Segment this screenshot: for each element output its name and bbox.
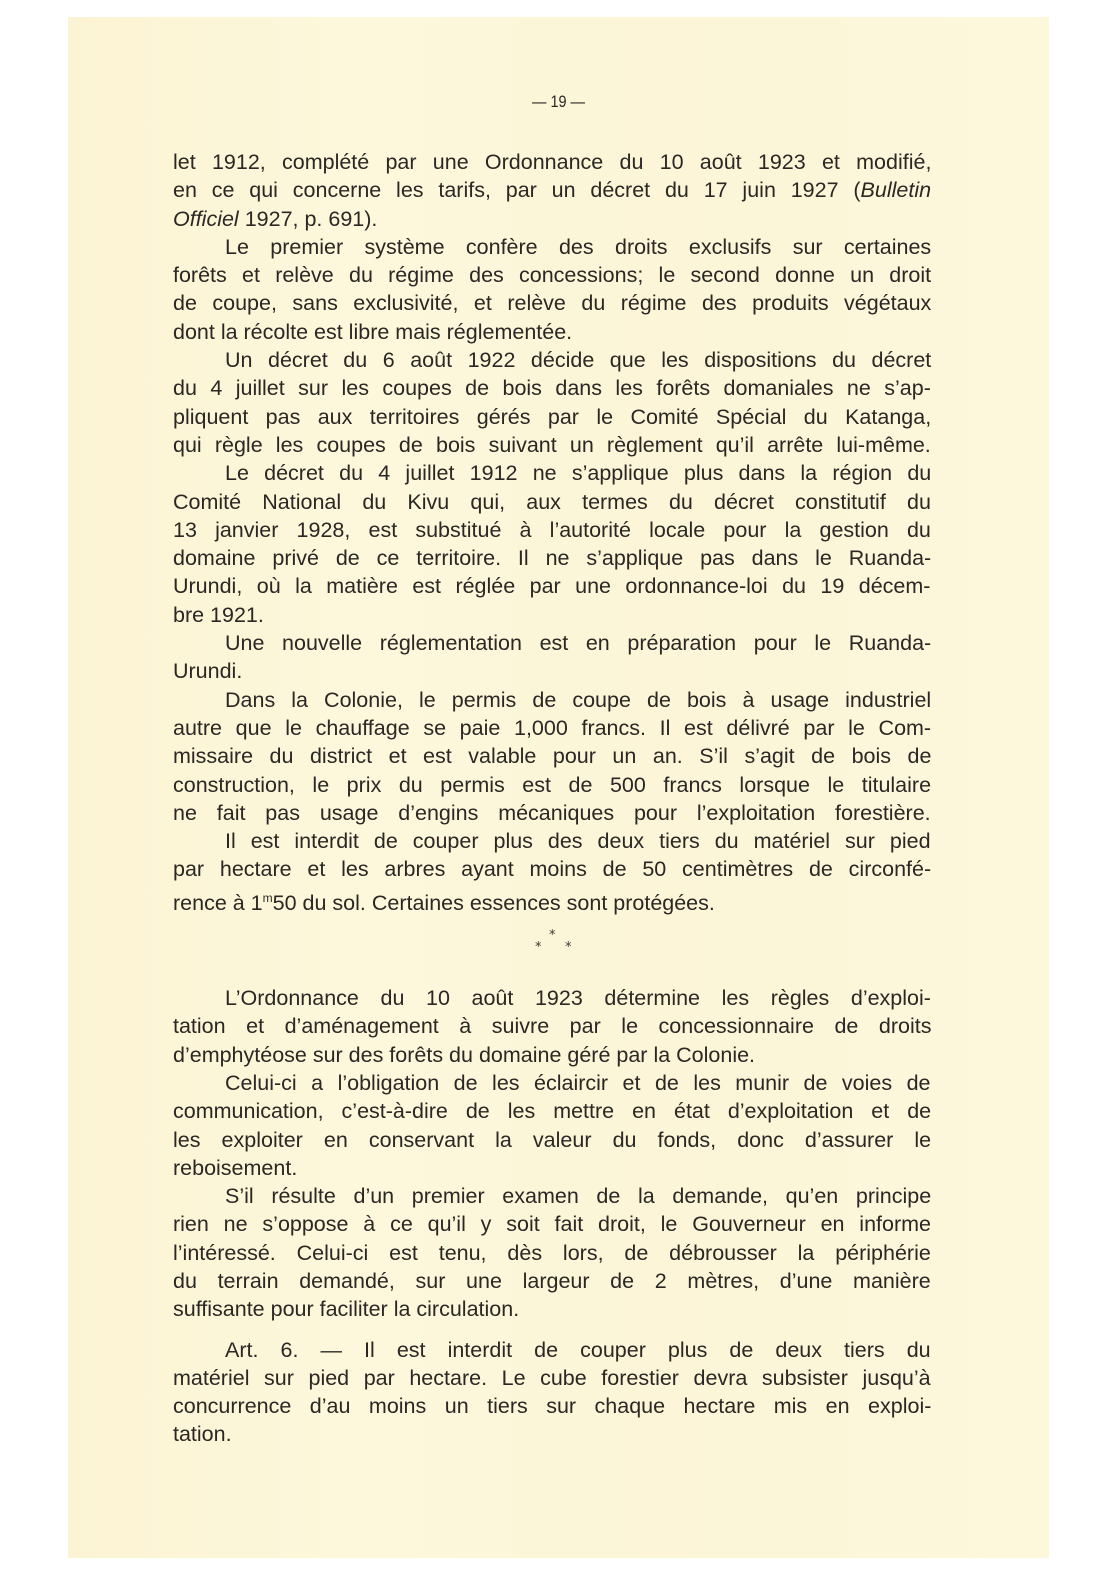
line-fit: missaire du district et est valable pour un an. S’il s’agit de bois de [173,744,932,769]
text-line [173,516,931,544]
text-line [173,771,931,799]
text-line [173,431,931,459]
text-line [173,601,931,629]
text-line [173,346,931,374]
section-break [173,912,931,984]
paragraph [173,827,932,915]
paragraph-continuation [173,148,931,233]
body-text [173,148,931,1449]
text-line [173,1267,931,1295]
line-fit: Art. 6. — Il est interdit de couper plus de deux tiers du [225,1337,931,1362]
line-fit: matériel sur pied par hectare. Le cube forestier devra subsister jusqu’à [173,1365,931,1390]
text-line [173,1126,931,1154]
paragraph [173,984,931,1069]
line-fit: les exploiter en conservant la valeur du fonds, donc d’assurer le [173,1127,932,1152]
line-fit: forêts et relève du régime des concessions; le second donne un droit [173,263,932,288]
italic-citation: Bulletin [860,178,932,203]
line-fit: suffisante pour faciliter la circulation. [173,1297,520,1322]
text-line [173,984,931,1012]
paragraph [173,686,931,827]
line-fit: autre que le chauffage se paie 1,000 francs. Il est délivré par le Com- [173,715,932,740]
line-fit: Le premier système confère des droits exclusifs sur certaines [225,234,932,259]
text-line [173,1210,931,1238]
line-fit: Urundi, où la matière est réglée par une ordonnance-loi du 19 décem- [173,574,931,599]
asterisk-icon: * [565,940,572,956]
line-fit: ne fait pas usage d’engins mécaniques pour l’exploitation forestière. [173,800,931,825]
paragraph [173,629,931,686]
line-fit: Urundi. [173,659,243,684]
line-fit: l’intéressé. Celui-ci est tenu, dès lors, de débrousser la périphérie [173,1240,931,1265]
superscript-unit: m [262,890,273,905]
line-fit: let 1912, complété par une Ordonnance du 10 août 1923 et modifié, [173,150,932,174]
line-fit: tation et d’aménagement à suivre par le concessionnaire de droits [173,1014,932,1039]
paragraph [173,346,931,459]
text-fragment: 50 du sol. Certaines essences sont protégées. [272,890,715,915]
line-fit: concurrence d’au moins un tiers sur chaque hectare mis en exploi- [173,1394,932,1419]
line-fit: construction, le prix du permis est de 500 francs lorsque le titulaire [173,772,932,797]
line-fit [173,176,931,204]
line-fit: S’il résulte d’un premier examen de la demande, qu’en principe [225,1184,932,1209]
line-fit: d’emphytéose sur des forêts du domaine géré par la Colonie. [173,1042,756,1067]
line-fit: tation. [173,1422,232,1447]
line-fit: dont la récolte est libre mais réglementée. [173,319,573,344]
asterisk-icon: * [549,928,556,944]
page-number: — 19 — [531,92,585,111]
text-line [173,1097,931,1125]
text-line [173,261,931,289]
line-fit: Le décret du 4 juillet 1912 ne s’applique plus dans la région du [225,461,932,486]
line-fit: pliquent pas aux territoires gérés par le Comité Spécial du Katanga, [173,404,932,429]
text-line [173,205,931,233]
text-line [173,884,931,915]
line-fit: Dans la Colonie, le permis de coupe de bois à usage industriel [225,687,932,712]
text-line [173,742,931,770]
text-line [173,488,931,516]
line-fit: bre 1921. [173,602,264,627]
text-fragment: en ce qui concerne les tarifs, par un décret du 17 juin 1927 ( [173,178,861,203]
line-fit: du terrain demandé, sur une largeur de 2 mètres, d’une manière [173,1268,931,1293]
text-line [173,459,931,487]
paragraph [173,233,931,346]
text-fragment: 1927, p. 691). [238,206,378,231]
article-paragraph [173,1336,931,1449]
asterism-separator [535,920,585,956]
italic-citation: Officiel [173,206,239,231]
text-line [173,1012,931,1040]
text-line [173,629,931,657]
text-line [173,1041,931,1069]
text-line [173,544,931,572]
paragraph-gap [173,1324,931,1336]
text-line [173,1336,931,1364]
text-line [173,1182,931,1210]
text-line [173,233,931,261]
text-line [173,827,931,855]
line-fit: 13 janvier 1928, est substitué à l’autorité locale pour la gestion du [173,517,931,542]
text-line [173,148,931,176]
paragraph [173,1069,931,1182]
text-line [173,686,931,714]
line-fit: communication, c’est-à-dire de les mettre en état d’exploitation et de [173,1099,932,1124]
text-line [173,289,931,317]
text-line [173,1069,931,1097]
line-fit: du 4 juillet sur les coupes de bois dans les forêts domaniales ne s’ap- [173,376,931,401]
line-fit: qui règle les coupes de bois suivant un règlement qu’il arrête lui-même. [173,432,931,457]
line-fit: Celui-ci a l’obligation de les éclaircir et de les munir de voies de [225,1070,931,1095]
line-fit: Une nouvelle réglementation est en préparation pour le Ruanda- [225,631,932,656]
line-fit: rien ne s’oppose à ce qu’il y soit fait droit, le Gouverneur en informe [173,1212,932,1237]
text-line [173,403,931,431]
paragraph [173,1182,931,1323]
text-line [173,1392,931,1420]
text-line [173,1154,931,1182]
text-line [173,572,931,600]
text-line [173,799,931,827]
text-fragment: rence à 1 [173,890,263,915]
asterisk-icon: * [535,940,542,956]
text-line [173,714,931,742]
document-page [68,17,1049,1558]
line-fit: Un décret du 6 août 1922 décide que les dispositions du décret [225,348,932,373]
paragraph [173,459,931,629]
text-line [173,374,931,402]
text-line [173,1420,931,1448]
text-line [173,1364,931,1392]
line-fit: domaine privé de ce territoire. Il ne s’applique pas dans le Ruanda- [173,546,932,571]
text-line [173,657,931,685]
line-fit: Il est interdit de couper plus des deux tiers du matériel sur pied [225,829,931,854]
text-line [173,1239,931,1267]
line-fit: Comité National du Kivu qui, aux termes du décret constitutif du [173,489,931,514]
line-fit: par hectare et les arbres ayant moins de 50 centimètres de circonfé- [173,857,932,882]
text-line [173,1295,931,1323]
text-line [173,855,931,883]
text-line [173,318,931,346]
line-fit: L’Ordonnance du 10 août 1923 détermine les règles d’exploi- [225,986,931,1011]
line-fit: reboisement. [173,1155,298,1180]
text-line [173,176,931,204]
line-fit [173,205,377,233]
line-fit: de coupe, sans exclusivité, et relève du régime des produits végétaux [173,291,932,316]
